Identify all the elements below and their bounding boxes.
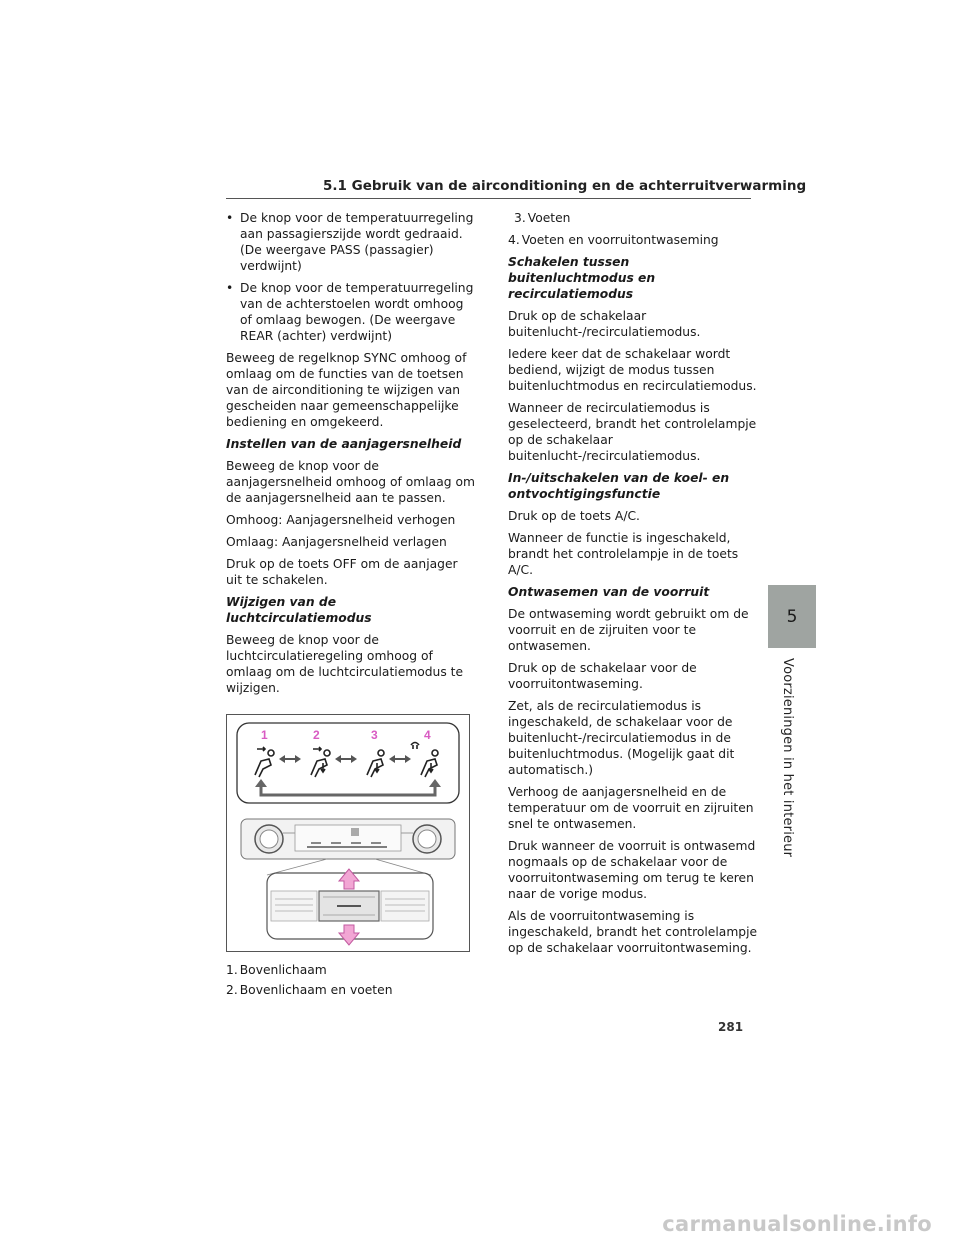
figure-legend (226, 962, 476, 1002)
right-column (508, 210, 758, 962)
indicator-icon (351, 828, 359, 836)
paragraph-defrost-3: Zet, als de recirculatiemodus is ingeschakeld, de schakelaar voor de buitenlucht-/recirculatiemodus in de buitenluchtmodus. (Mogelijk gaat dit automatisch.) (508, 699, 735, 777)
bullet-text: De knop voor de temperatuurregeling aan passagierszijde wordt gedraaid. (De weergave PASS (passagier) verdwijnt) (240, 211, 474, 273)
legend-text: Voeten en voorruitontwaseming (521, 233, 719, 247)
bullet-dot: • (226, 211, 234, 225)
watermark: carmanualsonline.info (662, 1212, 932, 1236)
heading-fan-speed: Instellen van de aanjagersnelheid (226, 437, 462, 451)
heading-ac: In-/uitschakelen van de koel- en ontvochtigingsfunctie (508, 471, 730, 501)
legend-item (508, 232, 758, 248)
paragraph-fan-up: Omhoog: Aanjagersnelheid verhogen (226, 513, 456, 527)
bullet-dot: • (226, 281, 234, 295)
heading-airflow: Wijzigen van de luchtcirculatiemodus (226, 595, 372, 625)
legend-item (226, 962, 476, 978)
bullet-text: De knop voor de temperatuurregeling van de achterstoelen wordt omhoog of omlaag bewogen. (De weergave REAR (achter) verdwijnt) (240, 281, 474, 343)
paragraph-airflow: Beweeg de knop voor de luchtcirculatieregeling omhoog of omlaag om de luchtcirculatiemodus te wijzigen. (226, 633, 464, 695)
paragraph-recirc-3: Wanneer de recirculatiemodus is geselecteerd, brandt het controlelampje op de schakelaar buitenlucht-/recirculatiemodus. (508, 401, 757, 463)
legend-item (226, 982, 476, 998)
chapter-title-vertical: Voorzieningen in het interieur (780, 658, 795, 858)
page-number: 281 (718, 1020, 744, 1034)
paragraph-defrost-5: Druk wanneer de voorruit is ontwasemd nogmaals op de schakelaar voor de voorruitontwaseming om terug te keren naar de vorige modus. (508, 839, 756, 901)
legend-number: 3. (514, 211, 526, 225)
paragraph-ac-1: Druk op de toets A/C. (508, 509, 640, 523)
heading-recirculation: Schakelen tussen buitenluchtmodus en recirculatiemodus (508, 255, 656, 301)
legend-text: Bovenlichaam (239, 963, 327, 977)
paragraph-defrost-6: Als de voorruitontwaseming is ingeschakeld, brandt het controlelampje op de schakelaar voorruitontwaseming. (508, 909, 758, 955)
legend-text: Voeten (527, 211, 571, 225)
legend-number: 2. (226, 983, 238, 997)
paragraph-fan-1: Beweeg de knop voor de aanjagersnelheid omhoog of omlaag om de aanjagersnelheid aan te passen. (226, 459, 475, 505)
bullet-item (226, 280, 476, 344)
paragraph-defrost-1: De ontwaseming wordt gebruikt om de voorruit en de zijruiten voor te ontwasemen. (508, 607, 749, 653)
label-2: 2 (313, 728, 320, 742)
label-1: 1 (261, 728, 268, 742)
paragraph-recirc-1: Druk op de schakelaar buitenlucht-/recirculatiemodus. (508, 309, 701, 339)
airflow-mode-figure (226, 714, 470, 952)
label-3: 3 (371, 728, 378, 742)
paragraph-fan-off: Druk op de toets OFF om de aanjager uit te schakelen. (226, 557, 458, 587)
page-header-title: 5.1 Gebruik van de airconditioning en de achterruitverwarming (323, 178, 807, 194)
airflow-diagram (227, 715, 469, 951)
chapter-tab: 5 (768, 585, 816, 648)
heading-defrost: Ontwasemen van de voorruit (508, 585, 710, 599)
legend-number: 1. (226, 963, 238, 977)
left-column (226, 210, 476, 702)
legend-text: Bovenlichaam en voeten (239, 983, 393, 997)
paragraph-recirc-2: Iedere keer dat de schakelaar wordt bediend, wijzigt de modus tussen buitenluchtmodus en recirculatiemodus. (508, 347, 757, 393)
label-4: 4 (424, 728, 431, 742)
paragraph-fan-down: Omlaag: Aanjagersnelheid verlagen (226, 535, 447, 549)
paragraph-ac-2: Wanneer de functie is ingeschakeld, brandt het controlelampje in de toets A/C. (508, 531, 739, 577)
bullet-item (226, 210, 476, 274)
paragraph-defrost-2: Druk op de schakelaar voor de voorruitontwaseming. (508, 661, 697, 691)
header-divider (226, 198, 751, 199)
legend-item (508, 210, 758, 226)
legend-number: 4. (508, 233, 520, 247)
paragraph-sync: Beweeg de regelknop SYNC omhoog of omlaag om de functies van de toetsen van de airconditioning te wijzigen van gescheiden naar gemeenschappelijke bediening en omgekeerd. (226, 351, 467, 429)
paragraph-defrost-4: Verhoog de aanjagersnelheid en de temperatuur om de voorruit en zijruiten snel te ontwasemen. (508, 785, 754, 831)
